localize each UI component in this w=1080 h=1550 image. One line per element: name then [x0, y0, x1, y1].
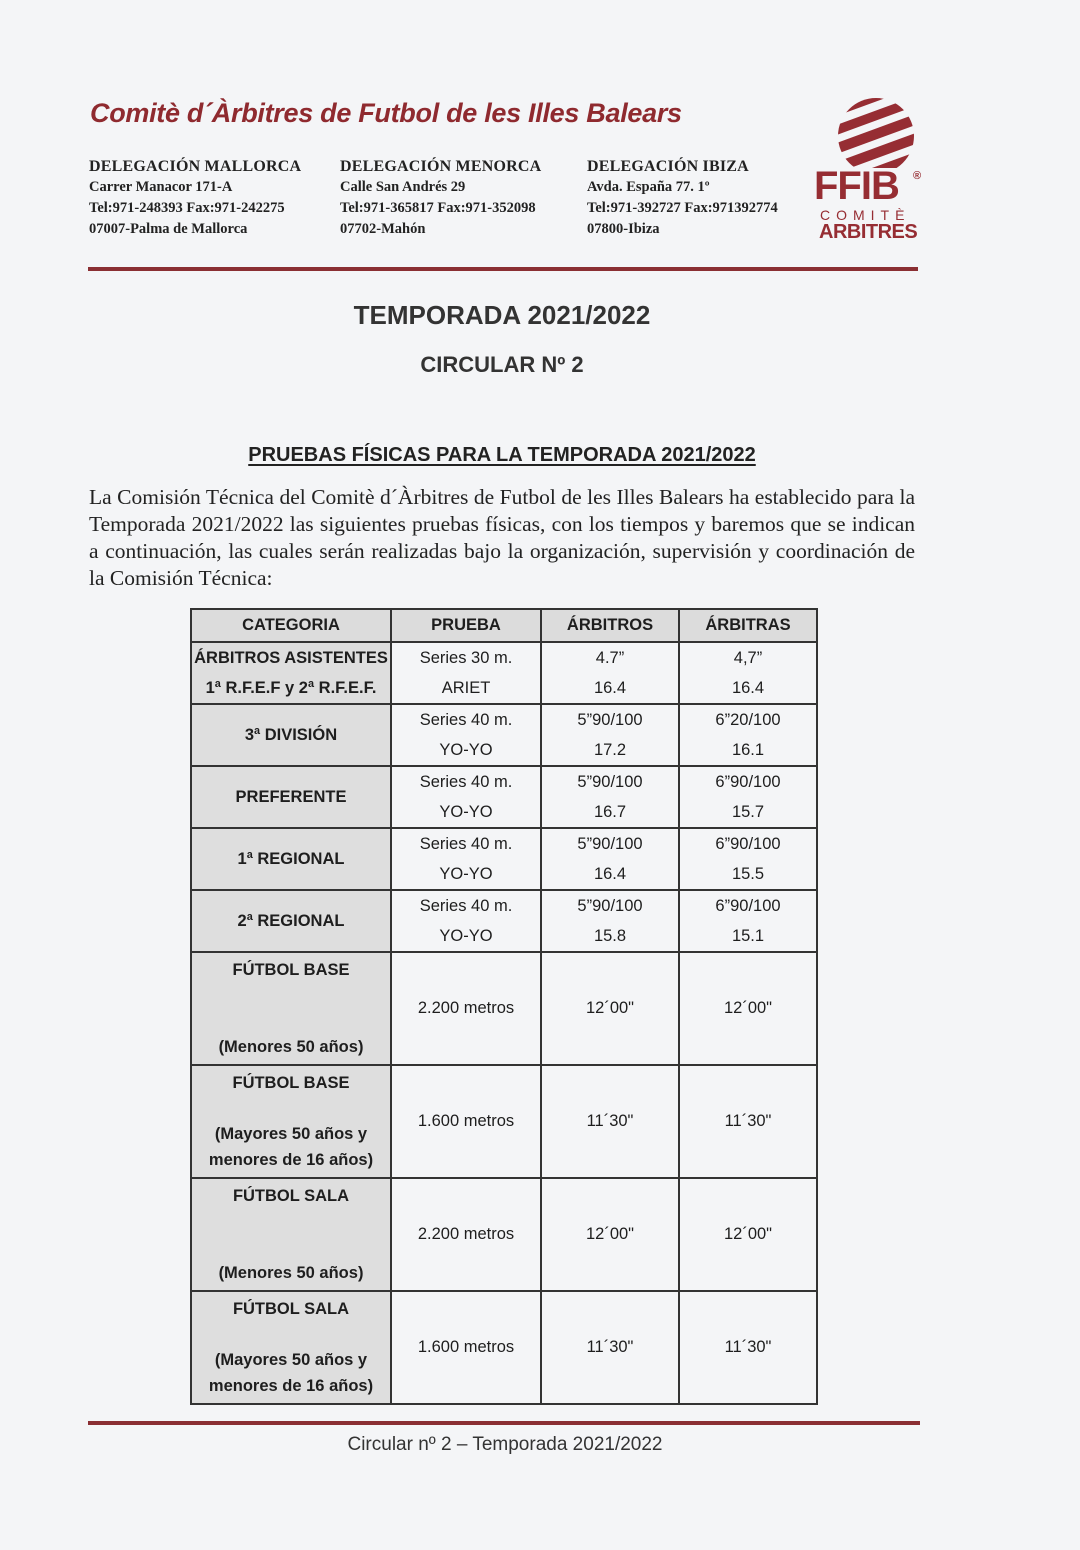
- arbitros-cell-value: 12´00": [585, 1225, 635, 1243]
- organization-title: Comitè d´Àrbitres de Futbol de les Illes Balears: [90, 98, 682, 128]
- category-label: FÚTBOL SALA: [232, 1187, 350, 1205]
- delegation-phones: Tel:971-392727 Fax:971392774: [587, 200, 778, 216]
- arbitras-cell-value: 4,7”: [733, 648, 763, 667]
- category-cell: [191, 1065, 391, 1178]
- arbitros-cell-value: 11´30": [586, 1112, 634, 1130]
- table-row: [191, 952, 817, 1065]
- test-cell: [391, 1065, 541, 1178]
- striped-ball-icon: [812, 96, 924, 168]
- column-header-arbitras: ÁRBITRAS: [679, 609, 817, 642]
- delegation-phones: Tel:971-365817 Fax:971-352098: [340, 200, 536, 216]
- table-row: [191, 766, 817, 828]
- delegation-name: DELEGACIÓN MENORCA: [340, 158, 542, 175]
- logo-comite-text: COMITÈ: [820, 207, 911, 223]
- category-label: 1ª REGIONAL: [237, 850, 345, 868]
- logo-ffib-text: FFIB: [814, 164, 899, 208]
- arbitros-cell: [541, 952, 679, 1065]
- arbitras-cell-value: 6”90/100: [715, 896, 781, 915]
- arbitros-cell-value: 16.4: [593, 678, 627, 697]
- arbitras-cell: [679, 1178, 817, 1291]
- test-cell-value: ARIET: [441, 678, 491, 697]
- arbitros-cell: [541, 890, 679, 952]
- category-sublabel: (Menores 50 años): [218, 1038, 364, 1056]
- category-sublabel: (Mayores 50 años y menores de 16 años): [208, 1125, 374, 1169]
- table-body: [191, 642, 817, 1404]
- test-cell-value: 1.600 metros: [417, 1338, 515, 1356]
- test-cell-value: YO-YO: [439, 802, 493, 821]
- header-divider: [88, 267, 918, 271]
- table-row: [191, 704, 817, 766]
- arbitras-cell: [679, 952, 817, 1065]
- intro-paragraph: La Comisión Técnica del Comitè d´Àrbitres de Futbol de les Illes Balears ha establecido para la Temporada 2021/2022 las siguientes pruebas físicas, con los tiempos y baremos que se indican a continuación, las cuales serán realizadas bajo la organización, supervisión y coordinación de la Comisión Técnica:: [89, 485, 915, 590]
- arbitras-cell-value: 12´00": [723, 999, 773, 1017]
- arbitras-cell-value: 15.5: [731, 864, 765, 883]
- table-row: [191, 1291, 817, 1404]
- category-cell: [191, 704, 391, 766]
- arbitros-cell: [541, 766, 679, 828]
- table-header-row: [191, 609, 817, 642]
- category-cell: [191, 1178, 391, 1291]
- test-cell-value: YO-YO: [439, 926, 493, 945]
- test-cell: [391, 642, 541, 704]
- delegation-menorca: [340, 156, 587, 240]
- arbitros-cell: [541, 1291, 679, 1404]
- arbitros-cell-value: 12´00": [585, 999, 635, 1017]
- delegation-address: Calle San Andrés 29: [340, 179, 466, 195]
- arbitros-cell-value: 16.4: [593, 864, 627, 883]
- arbitras-cell-value: 15.1: [731, 926, 765, 945]
- arbitras-cell: [679, 1291, 817, 1404]
- arbitros-cell-value: 15.8: [593, 926, 627, 945]
- test-cell-value: Series 40 m.: [419, 834, 513, 853]
- category-label: FÚTBOL SALA: [232, 1300, 350, 1318]
- delegation-city: 07007-Palma de Mallorca: [89, 221, 248, 237]
- test-cell: [391, 704, 541, 766]
- table-row: [191, 1178, 817, 1291]
- arbitros-cell: [541, 642, 679, 704]
- arbitras-cell-value: 6”90/100: [715, 772, 781, 791]
- category-label: PREFERENTE: [235, 788, 347, 806]
- delegation-address: Carrer Manacor 171-A: [89, 179, 233, 195]
- test-cell-value: 1.600 metros: [417, 1112, 515, 1130]
- arbitras-cell: [679, 766, 817, 828]
- category-label: FÚTBOL BASE: [232, 961, 350, 979]
- test-cell-value: Series 40 m.: [419, 710, 513, 729]
- delegation-city: 07702-Mahón: [340, 221, 426, 237]
- arbitros-cell-value: 5”90/100: [577, 772, 643, 791]
- arbitros-cell-value: 16.7: [593, 802, 627, 821]
- physical-tests-table: [190, 608, 818, 1405]
- column-header-arbitros: ÁRBITROS: [541, 609, 679, 642]
- table-row: [191, 890, 817, 952]
- category-cell: [191, 642, 391, 704]
- arbitros-cell: [541, 1065, 679, 1178]
- category-label: FÚTBOL BASE: [232, 1074, 350, 1092]
- test-cell-value: YO-YO: [439, 864, 493, 883]
- circular-title: CIRCULAR Nº 2: [420, 352, 584, 377]
- arbitras-cell: [679, 642, 817, 704]
- arbitros-cell-value: 4.7”: [595, 648, 625, 667]
- arbitras-cell-value: 15.7: [731, 802, 765, 821]
- category-sublabel: (Menores 50 años): [218, 1264, 364, 1282]
- ffib-logo: [812, 96, 924, 246]
- season-title: TEMPORADA 2021/2022: [353, 300, 651, 330]
- test-cell: [391, 1178, 541, 1291]
- delegation-mallorca: [89, 156, 340, 240]
- arbitras-cell: [679, 704, 817, 766]
- category-label: ÁRBITROS ASISTENTES: [194, 648, 388, 667]
- delegation-phones: Tel:971-248393 Fax:971-242275: [89, 200, 285, 216]
- arbitras-cell-value: 6”20/100: [715, 710, 781, 729]
- test-cell-value: Series 40 m.: [419, 896, 513, 915]
- arbitras-cell-value: 16.4: [731, 678, 765, 697]
- test-cell: [391, 1291, 541, 1404]
- table-row: [191, 828, 817, 890]
- delegation-name: DELEGACIÓN MALLORCA: [89, 158, 302, 175]
- table-row: [191, 642, 817, 704]
- delegation-address: Avda. España 77. 1º: [587, 179, 710, 195]
- delegations: [89, 156, 817, 240]
- category-cell: [191, 952, 391, 1065]
- test-cell-value: YO-YO: [439, 740, 493, 759]
- delegation-ibiza: [587, 156, 817, 240]
- arbitras-cell: [679, 1065, 817, 1178]
- test-cell: [391, 766, 541, 828]
- test-cell-value: 2.200 metros: [417, 1225, 515, 1243]
- category-cell: [191, 890, 391, 952]
- arbitros-cell-value: 11´30": [586, 1338, 634, 1356]
- test-cell: [391, 828, 541, 890]
- test-cell-value: 2.200 metros: [417, 999, 515, 1017]
- page-footer: Circular nº 2 – Temporada 2021/2022: [347, 1434, 663, 1455]
- footer-divider: [88, 1421, 920, 1425]
- column-header-categoria: CATEGORIA: [191, 609, 391, 642]
- category-cell: [191, 828, 391, 890]
- arbitras-cell-value: 11´30": [724, 1112, 772, 1130]
- table-row: [191, 1065, 817, 1178]
- test-cell-value: Series 40 m.: [419, 772, 513, 791]
- arbitros-cell: [541, 1178, 679, 1291]
- arbitros-cell-value: 5”90/100: [577, 896, 643, 915]
- arbitros-cell-value: 17.2: [593, 740, 627, 759]
- test-cell-value: Series 30 m.: [419, 648, 513, 667]
- arbitras-cell-value: 6”90/100: [715, 834, 781, 853]
- test-cell: [391, 890, 541, 952]
- category-sublabel: 1ª R.F.E.F y 2ª R.F.E.F.: [205, 678, 377, 697]
- column-header-prueba: PRUEBA: [391, 609, 541, 642]
- category-label: 2ª REGIONAL: [237, 912, 345, 930]
- arbitras-cell-value: 11´30": [724, 1338, 772, 1356]
- arbitros-cell-value: 5”90/100: [577, 710, 643, 729]
- logo-registered-mark: ®: [913, 170, 922, 182]
- delegation-name: DELEGACIÓN IBIZA: [587, 158, 749, 175]
- arbitras-cell-value: 16.1: [731, 740, 765, 759]
- arbitros-cell: [541, 828, 679, 890]
- category-cell: [191, 1291, 391, 1404]
- logo-arbitres-text: ARBITRES: [819, 221, 918, 243]
- arbitras-cell-value: 12´00": [723, 1225, 773, 1243]
- arbitras-cell: [679, 890, 817, 952]
- arbitros-cell: [541, 704, 679, 766]
- category-label: 3ª DIVISIÓN: [244, 726, 338, 744]
- category-sublabel: (Mayores 50 años y menores de 16 años): [208, 1351, 374, 1395]
- test-cell: [391, 952, 541, 1065]
- section-title: PRUEBAS FÍSICAS PARA LA TEMPORADA 2021/2022: [248, 444, 756, 466]
- category-cell: [191, 766, 391, 828]
- delegation-city: 07800-Ibiza: [587, 221, 660, 237]
- arbitras-cell: [679, 828, 817, 890]
- arbitros-cell-value: 5”90/100: [577, 834, 643, 853]
